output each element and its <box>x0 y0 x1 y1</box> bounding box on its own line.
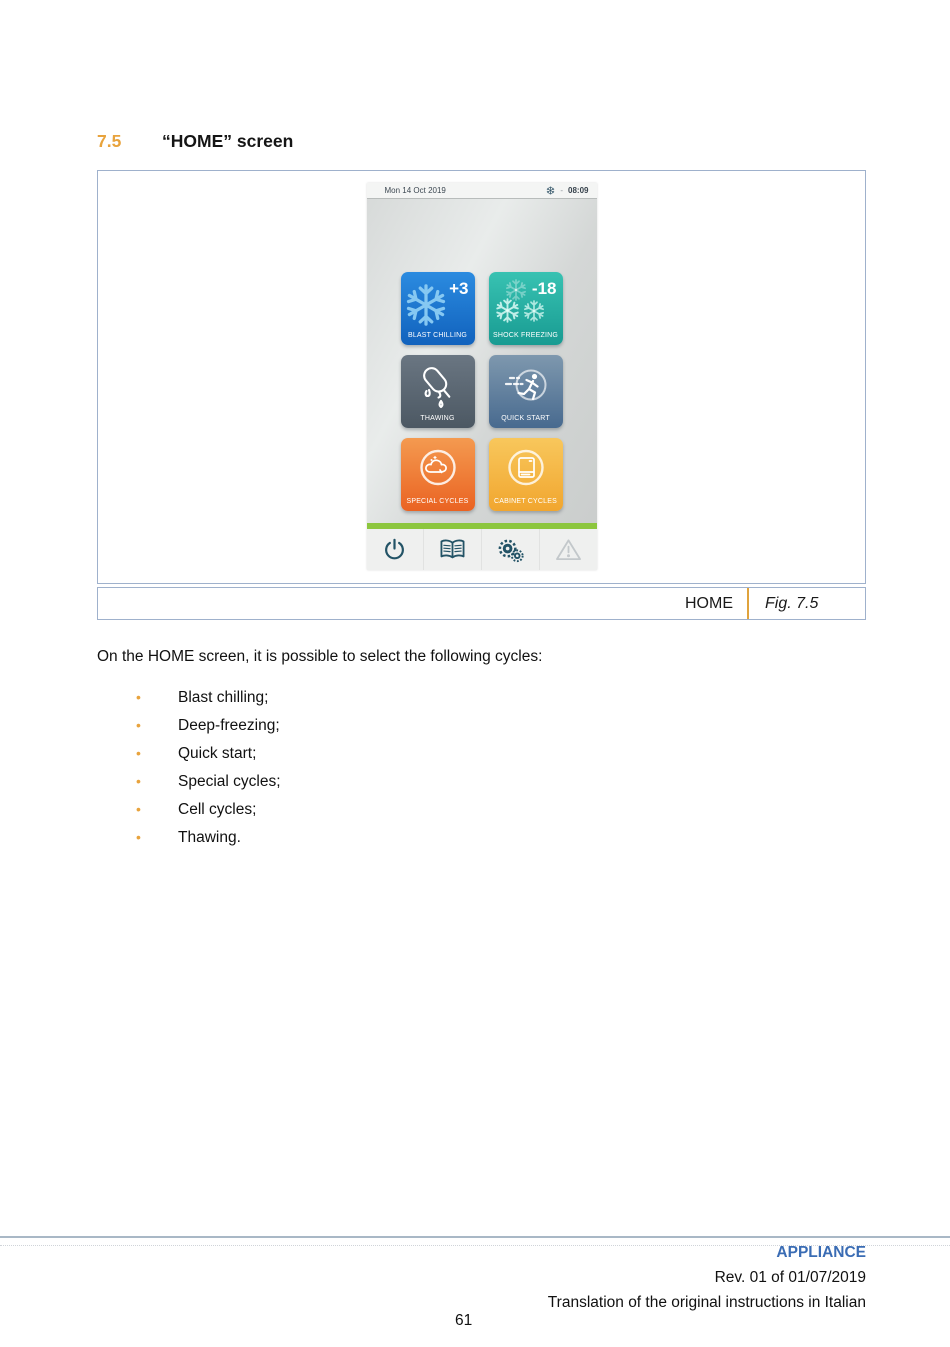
list-item <box>136 745 281 773</box>
bullet-marker: • <box>136 689 141 705</box>
list-item-text: Special cycles; <box>178 773 281 790</box>
tile-thawing[interactable] <box>401 355 475 428</box>
list-item-text: Quick start; <box>178 745 257 762</box>
bullet-marker: • <box>136 717 141 733</box>
list-item-text: Deep-freezing; <box>178 717 280 734</box>
bullet-marker: • <box>136 829 141 845</box>
tile-blast-chilling[interactable] <box>401 272 475 345</box>
list-item <box>136 801 281 829</box>
page-number: 61 <box>455 1312 473 1329</box>
translation-note: Translation of the original instructions in Italian <box>547 1294 866 1311</box>
cycle-tile-grid <box>401 272 563 511</box>
status-date: Mon 14 Oct 2019 <box>384 186 446 195</box>
chef-hat-icon <box>414 445 462 493</box>
cycle-list <box>136 689 281 857</box>
bullet-marker: • <box>136 801 141 817</box>
snowflake-icon <box>403 282 449 328</box>
tile-label: SHOCK FREEZING <box>492 332 559 339</box>
tile-label: SPECIAL CYCLES <box>406 498 469 505</box>
snowflake-icon <box>494 297 521 324</box>
figure-box <box>97 170 866 584</box>
power-button[interactable] <box>367 529 424 570</box>
cabinet-icon <box>502 445 550 493</box>
running-person-icon <box>502 364 550 412</box>
list-item-text: Blast chilling; <box>178 689 269 706</box>
bullet-marker: • <box>136 745 141 761</box>
manual-book-icon <box>438 537 467 562</box>
status-time: 08:09 <box>568 186 589 195</box>
defrost-icon <box>546 186 555 195</box>
bottom-nav-bar <box>367 529 597 570</box>
snowflake-icon <box>522 299 546 323</box>
tile-temperature: +3 <box>449 279 469 298</box>
section-heading <box>97 131 293 152</box>
tile-label: BLAST CHILLING <box>407 332 468 339</box>
revision-text: Rev. 01 of 01/07/2019 <box>714 1269 866 1286</box>
tile-label: THAWING <box>420 415 455 422</box>
list-item <box>136 773 281 801</box>
figure-number: Fig. 7.5 <box>765 594 819 612</box>
manual-button[interactable] <box>423 529 481 570</box>
melting-popsicle-icon <box>414 364 462 412</box>
bullet-marker: • <box>136 773 141 789</box>
status-bar <box>367 183 597 199</box>
section-number: 7.5 <box>97 131 122 151</box>
tile-label: CABINET CYCLES <box>494 498 557 505</box>
figure-caption <box>97 587 866 620</box>
status-separator: - <box>560 186 564 195</box>
tile-label: QUICK START <box>501 415 550 422</box>
alarms-warning-icon <box>554 537 583 562</box>
brand-name: APPLIANCE <box>776 1244 866 1261</box>
alarms-button[interactable] <box>539 529 597 570</box>
list-item-text: Thawing. <box>178 829 241 846</box>
footer-divider <box>0 1236 950 1238</box>
list-item <box>136 689 281 717</box>
tile-quick-start[interactable] <box>489 355 563 428</box>
page-title: “HOME” screen <box>162 131 294 151</box>
figure-caption-label: HOME <box>685 594 733 612</box>
tile-cabinet-cycles[interactable] <box>489 438 563 511</box>
settings-gears-icon <box>497 536 524 563</box>
tile-temperature: -18 <box>531 279 557 298</box>
tile-shock-freezing[interactable] <box>489 272 563 345</box>
list-item <box>136 829 281 857</box>
tile-special-cycles[interactable] <box>401 438 475 511</box>
page-footer <box>548 1240 866 1315</box>
list-item <box>136 717 281 745</box>
settings-button[interactable] <box>481 529 539 570</box>
power-icon <box>382 537 407 562</box>
device-home-screen <box>367 183 597 570</box>
intro-paragraph: On the HOME screen, it is possible to select the following cycles: <box>97 648 543 665</box>
list-item-text: Cell cycles; <box>178 801 257 818</box>
